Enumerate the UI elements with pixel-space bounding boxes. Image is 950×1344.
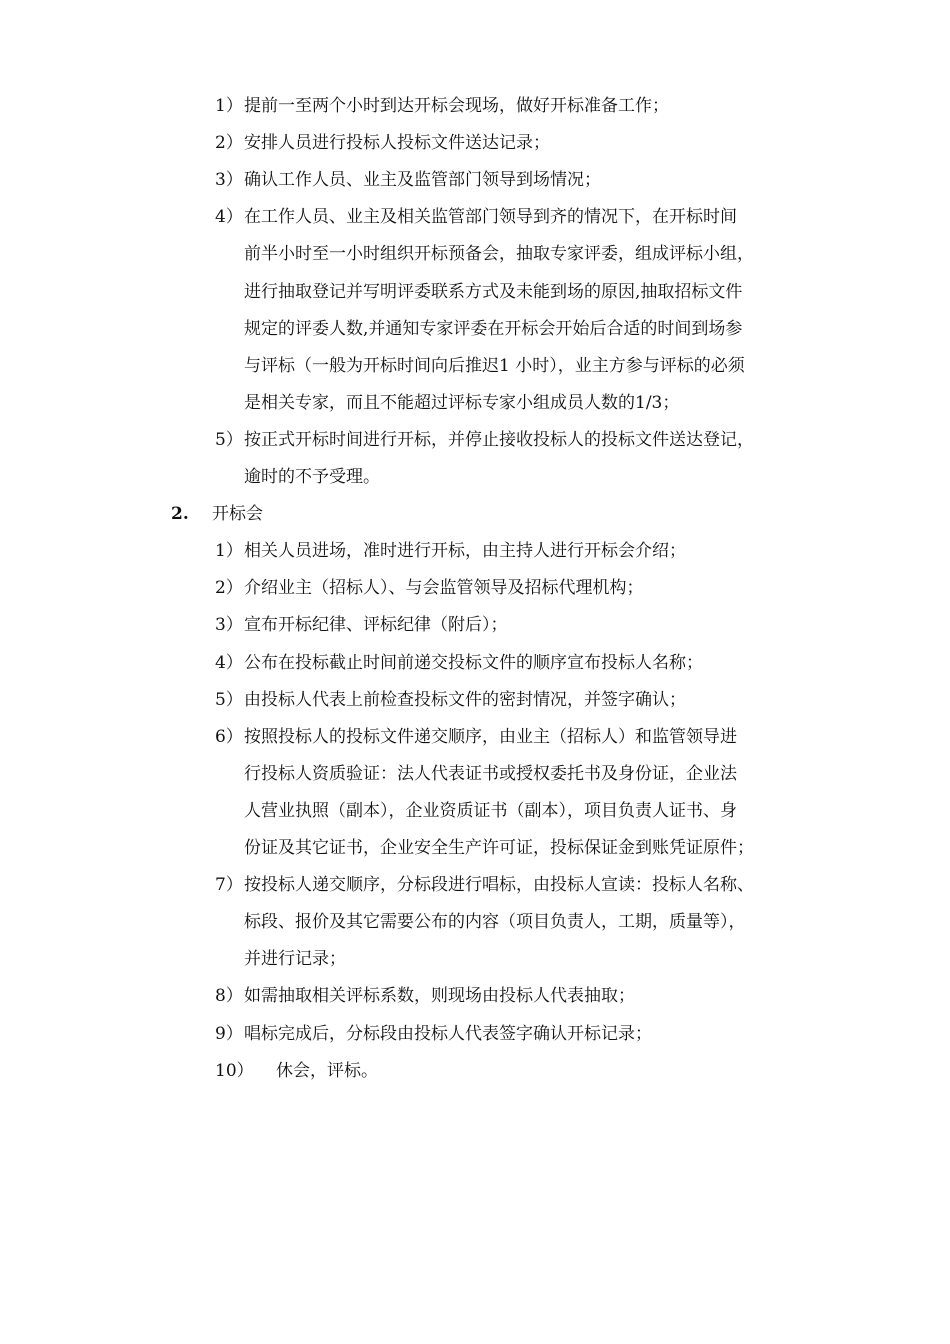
list-item-number: 5） <box>215 429 243 450</box>
list-item-text: 介绍业主（招标人）、与会监管领导及招标代理机构； <box>244 578 644 599</box>
list-item-number: 9） <box>215 1023 243 1044</box>
list-item-text: 在工作人员、业主及相关监管部门领导到齐的情况下，在开标时间 <box>244 207 737 228</box>
list-item-text: 按投标人递交顺序，分标段进行唱标，由投标人宣读：投标人名称、 <box>244 875 754 896</box>
list-item-number: 2） <box>215 133 243 154</box>
list-item-number: 3） <box>215 170 243 191</box>
list-item-number: 1） <box>215 96 243 116</box>
list-item-text: 由投标人代表上前检查投标文件的密封情况，并签字确认； <box>244 689 686 710</box>
list-item-text: 宣布开标纪律、评标纪律（附后）； <box>244 615 508 636</box>
list-item-number: 10） <box>215 1060 254 1081</box>
list-item-text: 是相关专家，而且不能超过评标专家小组成员人数的1/3； <box>244 392 680 413</box>
list-item-number: 7） <box>215 875 243 896</box>
list-item-number: 4） <box>215 652 243 673</box>
list-item-text: 行投标人资质验证：法人代表证书或授权委托书及身份证，企业法 <box>244 763 737 784</box>
list-item-text: 并进行记录； <box>244 949 346 970</box>
list-item-text: 份证及其它证书，企业安全生产许可证，投标保证金到账凭证原件； <box>244 838 754 858</box>
list-item-text: 公布在投标截止时间前递交投标文件的顺序宣布投标人名称； <box>244 652 703 673</box>
list-item-text: 人营业执照（副本），企业资质证书（副本），项目负责人证书、身 <box>244 800 737 821</box>
list-item-text: 逾时的不予受理。 <box>244 467 380 487</box>
list-item-text: 相关人员进场，准时进行开标，由主持人进行开标会介绍； <box>244 541 686 562</box>
list-item-number: 3） <box>215 615 243 636</box>
list-item-number: 6） <box>215 726 243 747</box>
list-item-text: 唱标完成后，分标段由投标人代表签字确认开标记录； <box>244 1023 652 1044</box>
list-item-text: 进行抽取登记并写明评委联系方式及未能到场的原因,抽取招标文件 <box>244 281 743 302</box>
list-item-text: 按正式开标时间进行开标，并停止接收投标人的投标文件送达登记， <box>244 429 754 450</box>
list-item-text: 提前一至两个小时到达开标会现场，做好开标准备工作； <box>244 96 669 116</box>
list-item-text: 与评标（一般为开标时间向后推迟1 小时），业主方参与评标的必须 <box>244 355 745 376</box>
list-item-text: 标段、报价及其它需要公布的内容（项目负责人，工期，质量等）， <box>244 912 746 933</box>
list-item-text: 前半小时至一小时组织开标预备会，抽取专家评委，组成评标小组， <box>244 244 754 265</box>
list-item-number: 2） <box>215 578 243 599</box>
list-item-text: 确认工作人员、业主及监管部门领导到场情况； <box>244 170 601 191</box>
list-item-text: 规定的评委人数,并通知专家评委在开标会开始后合适的时间到场参 <box>244 318 743 339</box>
list-item-text: 按照投标人的投标文件递交顺序，由业主（招标人）和监管领导进 <box>244 726 737 747</box>
list-item-text: 如需抽取相关评标系数，则现场由投标人代表抽取； <box>244 986 635 1007</box>
section-number: 2. <box>171 504 189 525</box>
list-item-number: 1） <box>215 541 243 562</box>
list-item-number: 8） <box>215 986 243 1007</box>
list-item-number: 5） <box>215 689 243 710</box>
list-item-text: 休会，评标。 <box>276 1060 378 1081</box>
list-item-text: 安排人员进行投标人投标文件送达记录； <box>244 133 550 154</box>
section-title: 开标会 <box>212 504 263 525</box>
list-item-number: 4） <box>215 207 243 228</box>
